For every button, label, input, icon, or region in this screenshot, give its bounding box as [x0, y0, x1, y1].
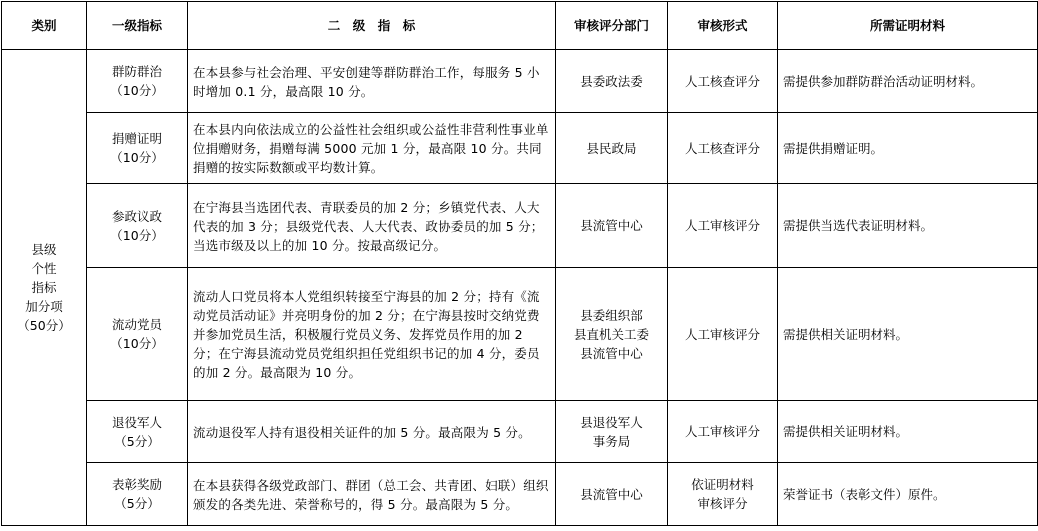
category-line: （50分）: [17, 318, 71, 333]
indicator-name: 表彰奖励: [111, 477, 162, 492]
method-cell: [668, 268, 778, 401]
indicator-cell: [87, 50, 188, 113]
table-row: [2, 50, 1038, 113]
header-second-level-indicator: 二 级 指 标: [188, 2, 556, 50]
method-line: 人工审核评分: [684, 218, 760, 233]
department-cell: [556, 268, 668, 401]
indicator-name: 参政议政: [111, 208, 162, 224]
indicator-cell: [87, 184, 188, 268]
scoring-table: [0, 1, 1038, 531]
category-line: 个性: [31, 261, 57, 276]
table-row: [2, 113, 1038, 184]
department-line: 县退役军人: [580, 414, 643, 430]
header-first-level-indicator: 一级指标: [87, 2, 188, 50]
materials-cell: 需提供当选代表证明材料。: [778, 184, 1038, 268]
department-line: 县委政法委: [580, 73, 643, 89]
indicator-score: （10分）: [110, 227, 164, 243]
table-row: [2, 401, 1038, 463]
method-line: 人工核查评分: [684, 73, 760, 89]
header-review-department: 审核评分部门: [556, 2, 668, 50]
materials-cell: 需提供捐赠证明。: [778, 113, 1038, 184]
method-cell: [668, 50, 778, 113]
indicator-name: 流动党员: [111, 317, 162, 332]
method-line: 人工审核评分: [684, 424, 760, 439]
category-line: 县级: [31, 242, 57, 257]
method-cell: [668, 463, 778, 526]
department-cell: [556, 401, 668, 463]
category-line: 指标: [31, 280, 57, 295]
indicator-cell: [87, 401, 188, 463]
indicator-score: （10分）: [110, 336, 164, 351]
method-cell: [668, 401, 778, 463]
indicator-description: 在宁海县当选团代表、青联委员的加 2 分；乡镇党代表、人大代表的加 3 分；县级党代表、人大代表、政协委员的加 5 分；当选市级及以上的加 10 分。按最高级记分。: [188, 184, 556, 268]
method-cell: [668, 113, 778, 184]
header-required-materials: 所需证明材料: [778, 2, 1038, 50]
department-cell: [556, 50, 668, 113]
department-line: 县委组织部: [580, 307, 643, 323]
method-cell: [668, 184, 778, 268]
indicator-score: （5分）: [114, 433, 160, 449]
category-cell: [2, 50, 87, 526]
table-row: [2, 184, 1038, 268]
indicator-cell: [87, 113, 188, 184]
indicator-name: 捐赠证明: [111, 131, 162, 146]
department-cell: [556, 184, 668, 268]
method-line: 人工核查评分: [684, 140, 760, 156]
materials-cell: 荣誉证书（表彰文件）原件。: [778, 463, 1038, 526]
department-cell: [556, 113, 668, 184]
department-line: 事务局: [592, 433, 631, 449]
materials-cell: 需提供参加群防群治活动证明材料。: [778, 50, 1038, 113]
department-line: 县民政局: [586, 140, 637, 156]
indicator-description: 流动人口党员将本人党组织转接至宁海县的加 2 分；持有《流动党员活动证》并亮明身份的加 2 分；在宁海县按时交纳党费并参加党员生活，积极履行党员义务、发挥党员作用的加 2 分；在宁海县流动党员党组织担任党组织书记的加 4 分，委员的加 2 分。最高限为 10 分。: [188, 268, 556, 401]
department-line: 县流管中心: [580, 218, 643, 233]
table-row: [2, 463, 1038, 526]
header-category: 类别: [2, 2, 87, 50]
department-line: 县流管中心: [580, 345, 643, 361]
indicator-description: 流动退役军人持有退役相关证件的加 5 分。最高限为 5 分。: [188, 401, 556, 463]
indicator-score: （10分）: [110, 150, 164, 165]
indicator-description: 在本县获得各级党政部门、群团（总工会、共青团、妇联）组织颁发的各类先进、荣誉称号的，得 5 分。最高限为 5 分。: [188, 463, 556, 526]
indicator-cell: [87, 268, 188, 401]
indicator-cell: [87, 463, 188, 526]
method-line: 审核评分: [697, 496, 748, 511]
category-line: 加分项: [25, 299, 63, 314]
materials-cell: 需提供相关证明材料。: [778, 268, 1038, 401]
department-line: 县流管中心: [580, 486, 643, 502]
indicator-name: 退役军人: [111, 414, 162, 430]
method-line: 人工审核评分: [684, 326, 760, 342]
indicator-score: （5分）: [114, 496, 160, 511]
indicator-name: 群防群治: [111, 64, 162, 79]
indicator-score: （10分）: [110, 83, 164, 98]
department-cell: [556, 463, 668, 526]
header-row: [2, 2, 1038, 50]
table-row: [2, 268, 1038, 401]
indicator-description: 在本县内向依法成立的公益性社会组织或公益性非营利性事业单位捐赠财务，捐赠每满 5000 元加 1 分，最高限 10 分。共同捐赠的按实际数额或平均数计算。: [188, 113, 556, 184]
materials-cell: 需提供相关证明材料。: [778, 401, 1038, 463]
indicator-description: 在本县参与社会治理、平安创建等群防群治工作，每服务 5 小时增加 0.1 分，最高限 10 分。: [188, 50, 556, 113]
department-line: 县直机关工委: [573, 326, 649, 342]
method-line: 依证明材料: [691, 477, 754, 492]
header-review-method: 审核形式: [668, 2, 778, 50]
